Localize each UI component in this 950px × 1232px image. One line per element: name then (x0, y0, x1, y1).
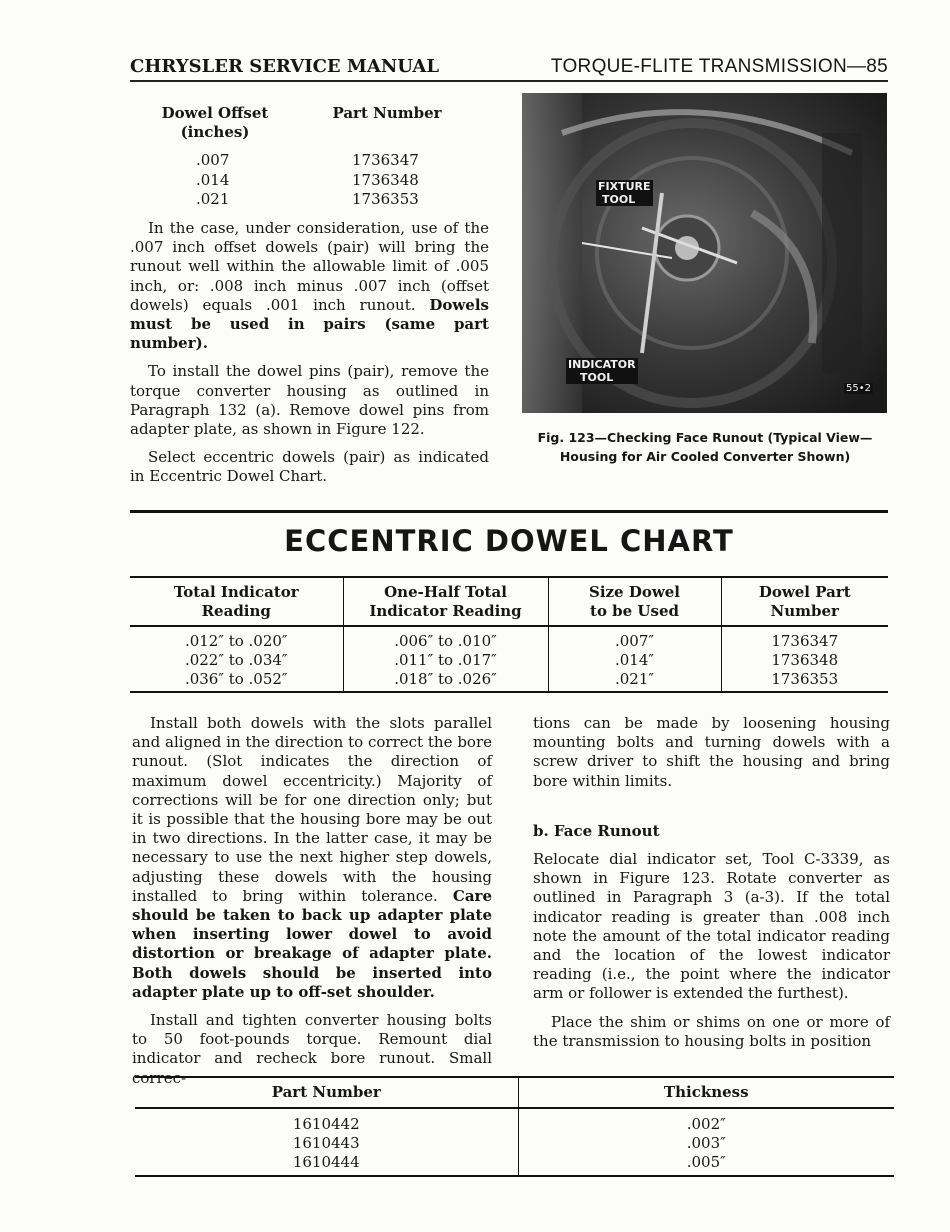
face-runout-subheading: b. Face Runout (533, 822, 660, 840)
dowel-offset-cell: .014 (196, 171, 230, 189)
paragraph-text: In the case, under consideration, use of the .007 inch offset dowels (pair) will bring the runout well within the allowable limit of .005 inch, or: .008 inch minus .007 inch (offset dowels) equals .001 inch runout. (130, 219, 489, 314)
eccentric-chart-title: ECCENTRIC DOWEL CHART (284, 524, 734, 558)
paragraph-select-dowels: Select eccentric dowels (pair) as indicated in Eccentric Dowel Chart. (130, 448, 489, 486)
paragraph-bold-text: Dowels must be used in pairs (same part number). (130, 295, 489, 353)
paragraph-install-dowel-pins: To install the dowel pins (pair), remove the torque converter housing as outlined in Paragraph 132 (a). Remove dowel pins from adapter plate, as shown in Figure 122. (130, 362, 489, 439)
table-cell: 1736348 (721, 651, 888, 670)
table-row (130, 626, 888, 651)
caption-line1: Fig. 123—Checking Face Runout (Typical View— (537, 430, 873, 445)
dowel-offset-header-line1: Dowel Offset (161, 104, 269, 122)
header-rule (130, 80, 888, 82)
figure-caption (520, 428, 890, 466)
table-row (135, 1134, 894, 1153)
table-row (130, 670, 888, 692)
table-cell: .002″ (518, 1108, 894, 1134)
table-header-row (130, 577, 888, 626)
paragraph-offset-dowels (130, 219, 489, 353)
indicator-label-line1: INDICATOR (568, 358, 636, 371)
table-cell: .011″ to .017″ (343, 651, 548, 670)
table-row (140, 171, 460, 191)
part-number-cell: 1736353 (352, 190, 419, 208)
column-header: Thickness (518, 1077, 894, 1108)
paragraph-tighten-bolts: Install and tighten converter housing bolts to 50 foot-pounds torque. Remount dial indicator and recheck bore runout. Small correc- (132, 1011, 492, 1087)
table-cell: 1736353 (721, 670, 888, 692)
paragraph-relocate-indicator: Relocate dial indicator set, Tool C-3339, as shown in Figure 123. Rotate converter as outlined in Paragraph 3 (a-3). If the total indicator reading is greater than .008 inch note the amount of the total indicator reading and the location of the lowest indicator reading (i.e., the point where the indicator arm or follower is extended the furthest). (533, 850, 890, 1003)
paragraph-install-dowels (132, 714, 492, 1002)
table-cell: .022″ to .034″ (184, 651, 288, 669)
dowel-offset-cell: .007 (196, 151, 230, 169)
table-cell: 1610443 (292, 1134, 360, 1152)
table-header-row (135, 1077, 894, 1108)
right-upper-text: tions can be made by loosening housing mounting bolts and turning dowels with a screw driver to shift the housing and bring bore within limits. (533, 714, 890, 790)
paragraph-text: Install both dowels with the slots parallel and aligned in the direction to correct the bore runout. (Slot indicates the direction of maximum dowel eccentricity.) Majority of corrections will be for one direction only; but it is possible that the housing bore may be out in two directions. In the latter case, it may be necessary to use the next higher step dowels, adjusting these dowels with the housing installed to bring within tolerance. (132, 714, 492, 905)
caption-line2: Housing for Air Cooled Converter Shown) (559, 449, 851, 464)
running-header-left: CHRYSLER SERVICE MANUAL (130, 56, 440, 77)
indicator-label-line2: TOOL (580, 371, 614, 384)
table-row (140, 190, 460, 210)
left-lower-text (132, 714, 492, 1088)
table-cell: 1610442 (292, 1115, 360, 1133)
table-cell: .021″ (548, 670, 721, 692)
left-upper-text (130, 219, 489, 487)
paragraph-bold-text: Care should be taken to back up adapter plate when inserting lower dowel to avoid distortion or breakage of adapter plate. Both dowels should be inserted into adapter plate up to off-set shoulder. (132, 886, 492, 1001)
table-cell: 1736347 (721, 626, 888, 651)
table-row (135, 1153, 894, 1176)
part-number-cell: 1736348 (352, 171, 419, 189)
figure-123-photo (522, 93, 887, 413)
right-lower-text (533, 850, 890, 1051)
column-header: Total Indicator Reading (130, 577, 343, 626)
table-cell: .007″ (548, 626, 721, 651)
fixture-tool-label (596, 180, 653, 206)
column-header: Size Dowel to be Used (548, 577, 721, 626)
indicator-tool-label (566, 358, 638, 384)
dowel-offset-header-line2: (inches) (180, 123, 250, 141)
table-cell: .012″ to .020″ (184, 632, 288, 650)
table-cell: .018″ to .026″ (343, 670, 548, 692)
section-rule (130, 510, 888, 513)
dowel-offset-header (140, 104, 290, 142)
table-cell: .005″ (518, 1153, 894, 1176)
part-number-header: Part Number (332, 104, 442, 122)
column-header: Part Number (135, 1077, 518, 1108)
fixture-label-line2: TOOL (602, 193, 636, 206)
shim-thickness-table (135, 1076, 894, 1177)
fixture-label-line1: FIXTURE (598, 180, 651, 193)
paragraph-place-shims: Place the shim or shims on one or more of the transmission to housing bolts in position (533, 1012, 890, 1050)
eccentric-dowel-table (130, 576, 888, 693)
running-header-right: TORQUE-FLITE TRANSMISSION—85 (550, 56, 888, 77)
table-cell: .006″ to .010″ (343, 626, 548, 651)
figure-id-tag: 55•2 (846, 383, 871, 394)
column-header: One-Half Total Indicator Reading (343, 577, 548, 626)
table-cell: .014″ (548, 651, 721, 670)
table-row (135, 1108, 894, 1134)
dowel-offset-cell: .021 (196, 190, 230, 208)
table-cell: .003″ (518, 1134, 894, 1153)
table-cell: 1610444 (135, 1153, 518, 1176)
table-row (140, 151, 460, 171)
part-number-cell: 1736347 (352, 151, 419, 169)
table-cell: .036″ to .052″ (130, 670, 343, 692)
column-header: Dowel Part Number (721, 577, 888, 626)
table-row (130, 651, 888, 670)
